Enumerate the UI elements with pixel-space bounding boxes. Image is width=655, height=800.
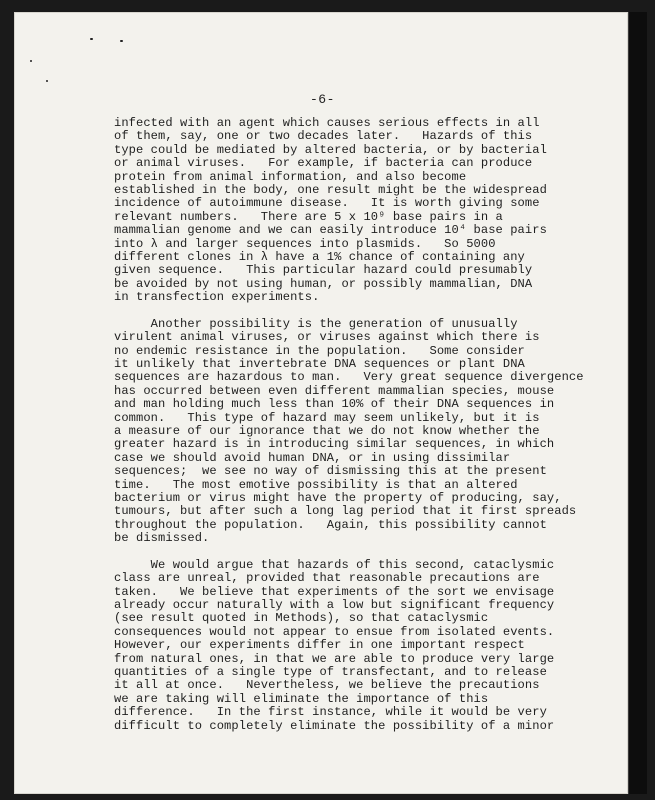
text-line: relevant numbers. There are 5 x 10⁹ base pairs in a [114, 209, 503, 224]
text-line: difference. In the first instance, while it would be very [114, 705, 547, 720]
text-line: established in the body, one result might be the widespread [114, 182, 547, 197]
text-line: we are taking will eliminate the importance of this [114, 691, 489, 706]
text-line: or animal viruses. For example, if bacteria can produce [114, 156, 533, 171]
text-line: class are unreal, provided that reasonable precautions are [114, 571, 540, 586]
text-line: time. The most emotive possibility is that an altered [114, 477, 518, 492]
text-line: tumours, but after such a long lag period that it first spreads [114, 504, 577, 519]
text-line: and man holding much less than 10% of their DNA sequences in [114, 397, 555, 412]
text-line: difficult to completely eliminate the possibility of a minor [114, 718, 555, 733]
page-number: -6- [310, 92, 335, 107]
text-line: in transfection experiments. [114, 290, 320, 305]
text-line: throughout the population. Again, this possibility cannot [114, 517, 547, 532]
text-line: into λ and larger sequences into plasmids. So 5000 [114, 236, 496, 251]
text-line: already occur naturally with a low but significant frequency [114, 598, 555, 613]
text-line: consequences would not appear to ensue from isolated events. [114, 624, 555, 639]
text-line: be avoided by not using human, or possibly mammalian, DNA [114, 276, 533, 291]
scan-speck [120, 40, 123, 42]
paragraph-2 [114, 318, 594, 546]
paragraph-3 [114, 559, 594, 733]
scan-speck [30, 60, 32, 62]
text-line: (see result quoted in Methods), so that cataclysmic [114, 611, 489, 626]
page-edge-strip [628, 12, 647, 794]
text-line: a measure of our ignorance that we do not know whether the [114, 423, 540, 438]
text-line: case we should avoid human DNA, or in using dissimilar [114, 450, 511, 465]
text-line: it all at once. Nevertheless, we believe the precautions [114, 678, 540, 693]
document-body [114, 117, 594, 746]
text-line: sequences; we see no way of dismissing this at the present [114, 464, 547, 479]
text-line: virulent animal viruses, or viruses against which there is [114, 330, 540, 345]
text-line: quantities of a single type of transfectant, and to release [114, 665, 547, 680]
text-line: common. This type of hazard may seem unlikely, but it is [114, 410, 540, 425]
scan-speck [90, 38, 93, 40]
text-line: protein from animal information, and also become [114, 169, 467, 184]
text-line: no endemic resistance in the population. Some consider [114, 343, 525, 358]
text-line: bacterium or virus might have the property of producing, say, [114, 490, 562, 505]
text-line: of them, say, one or two decades later. Hazards of this [114, 129, 533, 144]
text-line: type could be mediated by altered bacteria, or by bacterial [114, 142, 547, 157]
text-line: We would argue that hazards of this second, cataclysmic [114, 557, 555, 572]
text-line: sequences are hazardous to man. Very great sequence divergence [114, 370, 584, 385]
text-line: incidence of autoimmune disease. It is worth giving some [114, 196, 540, 211]
text-line: from natural ones, in that we are able to produce very large [114, 651, 555, 666]
text-line: has occurred between even different mammalian species, mouse [114, 383, 555, 398]
text-line: taken. We believe that experiments of the sort we envisage [114, 584, 555, 599]
text-line: Another possibility is the generation of unusually [114, 316, 518, 331]
text-line: However, our experiments differ in one important respect [114, 638, 525, 653]
text-line: given sequence. This particular hazard could presumably [114, 263, 533, 278]
text-line: it unlikely that invertebrate DNA sequences or plant DNA [114, 357, 525, 372]
text-line: different clones in λ have a 1% chance of containing any [114, 249, 525, 264]
paragraph-1 [114, 117, 594, 304]
scan-speck [46, 80, 48, 82]
text-line: be dismissed. [114, 531, 210, 546]
text-line: mammalian genome and we can easily introduce 10⁴ base pairs [114, 223, 547, 238]
text-line: greater hazard is in introducing similar sequences, in which [114, 437, 555, 452]
text-line: infected with an agent which causes serious effects in all [114, 116, 540, 130]
